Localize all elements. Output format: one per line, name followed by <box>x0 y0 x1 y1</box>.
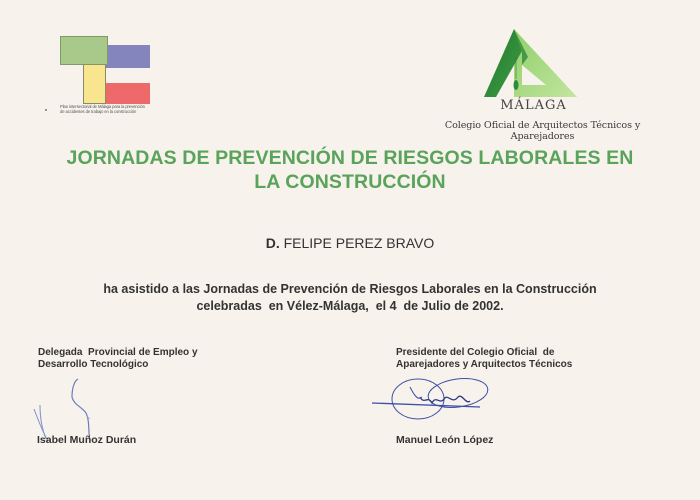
left-signatory-title-line1: Delegada Provincial de Empleo y <box>38 347 198 358</box>
malaga-wordmark: MÁLAGA <box>500 98 567 113</box>
body-line2: celebradas en Vélez-Málaga, el 4 de Julio de 2002. <box>196 299 504 313</box>
right-signatory-title <box>396 347 636 371</box>
right-signatory-name: Manuel León López <box>396 434 494 446</box>
left-logo-caption-line1: Plan intersectorial de Málaga para la prevención <box>60 104 145 109</box>
logo-red-block <box>106 83 150 104</box>
recipient <box>0 235 700 251</box>
right-signatory-title-line1: Presidente del Colegio Oficial de <box>396 347 555 358</box>
certificate-title <box>30 146 670 194</box>
title-line2: LA CONSTRUCCIÓN <box>254 171 446 193</box>
right-signatory-title-line2: Aparejadores y Arquitectos Técnicos <box>396 359 573 370</box>
bullet-dot <box>45 109 47 111</box>
logo-green-block <box>60 36 108 65</box>
body-line1: ha asistido a las Jornadas de Prevención de Riesgos Laborales en la Construcción <box>103 282 597 296</box>
left-signatory-title-line2: Desarrollo Tecnológico <box>38 359 149 370</box>
recipient-prefix: D. <box>265 235 280 251</box>
left-logo-caption-line2: de accidentes de trabajo en la construcción <box>60 109 137 114</box>
colegio-caption: Colegio Oficial de Arquitectos Técnicos y Aparejadores <box>444 120 641 142</box>
logo-blue-block <box>106 45 150 68</box>
right-signature-icon <box>370 375 500 430</box>
left-signatory-title <box>38 347 258 371</box>
recipient-name: FELIPE PEREZ BRAVO <box>283 235 435 251</box>
title-line1: JORNADAS DE PREVENCIÓN DE RIESGOS LABORALES EN <box>66 147 634 169</box>
plan-intersectorial-logo <box>60 36 152 104</box>
coaat-triangle-logo-icon <box>482 27 582 102</box>
certificate-body <box>30 281 670 315</box>
logo-yellow-block <box>83 63 106 104</box>
left-signatory-name: Isabel Muñoz Durán <box>37 434 137 446</box>
left-logo-caption <box>60 104 170 114</box>
